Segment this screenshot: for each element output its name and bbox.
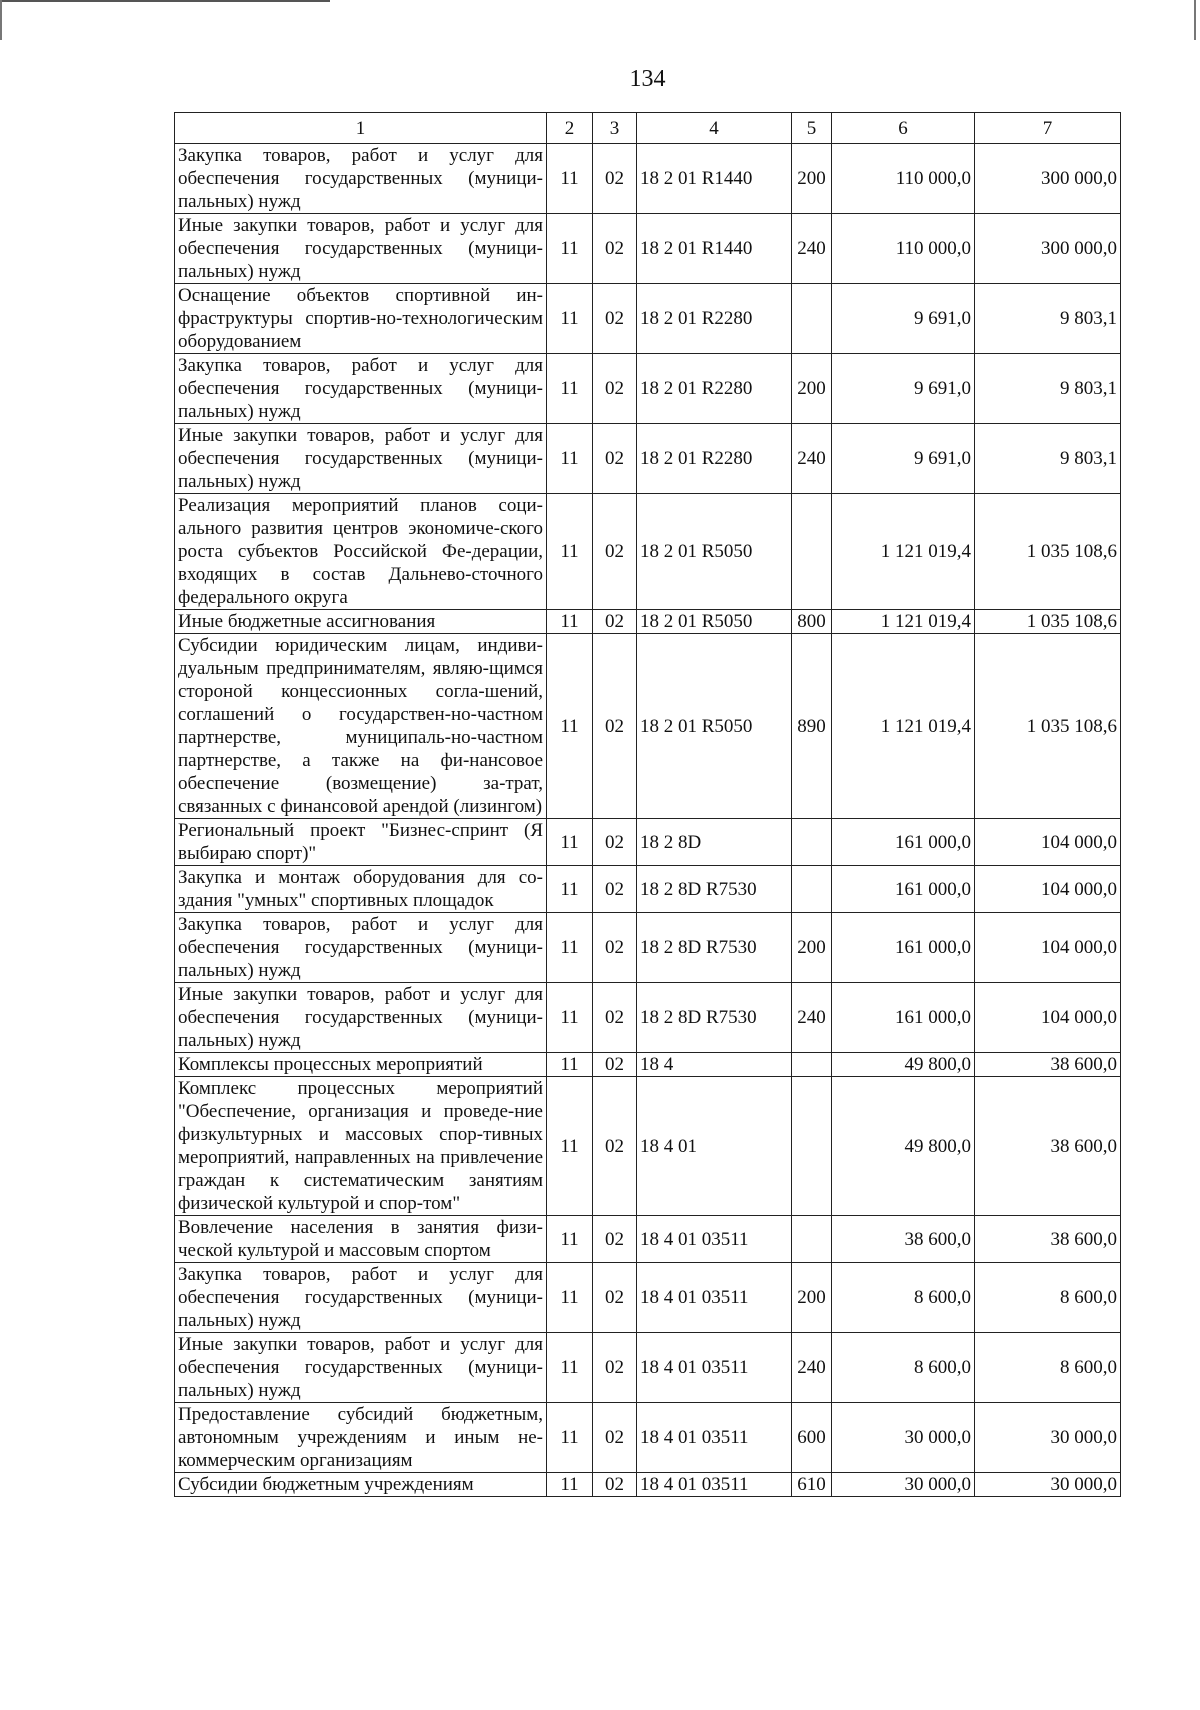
row-section-cell: 11 bbox=[547, 1216, 593, 1263]
header-col-6: 6 bbox=[832, 113, 975, 144]
row-expense-type-cell: 600 bbox=[792, 1403, 832, 1473]
row-name-cell: Субсидии юридическим лицам, индиви-дуальным предпринимателям, являю-щимся стороной концессионных согла-шений, соглашений о государствен-но-частном партнерстве, муниципаль-но-частном партнерстве, а также на фи-нансовое обеспечение (возмещение) за-трат, связанных с финансовой арендой (лизингом) bbox=[175, 634, 547, 819]
row-subsection-cell: 02 bbox=[593, 866, 637, 913]
row-expense-type-cell: 240 bbox=[792, 1333, 832, 1403]
row-section-cell: 11 bbox=[547, 284, 593, 354]
row-expense-type-cell bbox=[792, 1077, 832, 1216]
row-amount-year1-cell: 8 600,0 bbox=[832, 1263, 975, 1333]
row-section-cell: 11 bbox=[547, 1473, 593, 1497]
row-amount-year1-cell: 30 000,0 bbox=[832, 1473, 975, 1497]
row-code-cell: 18 2 01 R5050 bbox=[637, 610, 792, 634]
row-code-cell: 18 2 8D R7530 bbox=[637, 913, 792, 983]
row-subsection-cell: 02 bbox=[593, 610, 637, 634]
table-row bbox=[175, 1473, 1121, 1497]
row-subsection-cell: 02 bbox=[593, 634, 637, 819]
table-row bbox=[175, 913, 1121, 983]
row-expense-type-cell bbox=[792, 866, 832, 913]
row-section-cell: 11 bbox=[547, 144, 593, 214]
row-amount-year1-cell: 9 691,0 bbox=[832, 354, 975, 424]
row-expense-type-cell bbox=[792, 819, 832, 866]
row-amount-year2-cell: 38 600,0 bbox=[975, 1053, 1121, 1077]
row-section-cell: 11 bbox=[547, 424, 593, 494]
row-expense-type-cell bbox=[792, 494, 832, 610]
row-section-cell: 11 bbox=[547, 494, 593, 610]
row-amount-year2-cell: 9 803,1 bbox=[975, 284, 1121, 354]
row-amount-year1-cell: 1 121 019,4 bbox=[832, 634, 975, 819]
row-name-cell: Закупка товаров, работ и услуг для обеспечения государственных (муници-пальных) нужд bbox=[175, 1263, 547, 1333]
row-code-cell: 18 2 01 R2280 bbox=[637, 424, 792, 494]
row-amount-year1-cell: 9 691,0 bbox=[832, 284, 975, 354]
header-col-4: 4 bbox=[637, 113, 792, 144]
row-subsection-cell: 02 bbox=[593, 819, 637, 866]
row-section-cell: 11 bbox=[547, 913, 593, 983]
row-amount-year2-cell: 8 600,0 bbox=[975, 1333, 1121, 1403]
row-expense-type-cell bbox=[792, 1053, 832, 1077]
row-amount-year2-cell: 104 000,0 bbox=[975, 866, 1121, 913]
table-row bbox=[175, 494, 1121, 610]
row-name-cell: Иные закупки товаров, работ и услуг для обеспечения государственных (муници-пальных) нужд bbox=[175, 1333, 547, 1403]
row-code-cell: 18 4 01 03511 bbox=[637, 1403, 792, 1473]
row-amount-year2-cell: 38 600,0 bbox=[975, 1077, 1121, 1216]
row-amount-year2-cell: 300 000,0 bbox=[975, 214, 1121, 284]
row-section-cell: 11 bbox=[547, 634, 593, 819]
row-amount-year1-cell: 1 121 019,4 bbox=[832, 494, 975, 610]
row-expense-type-cell: 200 bbox=[792, 1263, 832, 1333]
row-code-cell: 18 2 8D R7530 bbox=[637, 866, 792, 913]
row-amount-year2-cell: 30 000,0 bbox=[975, 1403, 1121, 1473]
row-name-cell: Иные бюджетные ассигнования bbox=[175, 610, 547, 634]
row-section-cell: 11 bbox=[547, 1403, 593, 1473]
table-row bbox=[175, 634, 1121, 819]
row-expense-type-cell bbox=[792, 1216, 832, 1263]
row-amount-year1-cell: 30 000,0 bbox=[832, 1403, 975, 1473]
row-expense-type-cell: 200 bbox=[792, 913, 832, 983]
row-subsection-cell: 02 bbox=[593, 144, 637, 214]
row-name-cell: Оснащение объектов спортивной ин-фраструктуры спортив-но-технологическим оборудованием bbox=[175, 284, 547, 354]
row-amount-year2-cell: 9 803,1 bbox=[975, 424, 1121, 494]
row-code-cell: 18 2 01 R2280 bbox=[637, 354, 792, 424]
table-body bbox=[175, 144, 1121, 1497]
row-code-cell: 18 2 8D R7530 bbox=[637, 983, 792, 1053]
row-amount-year2-cell: 104 000,0 bbox=[975, 913, 1121, 983]
row-expense-type-cell: 890 bbox=[792, 634, 832, 819]
row-section-cell: 11 bbox=[547, 866, 593, 913]
row-expense-type-cell: 240 bbox=[792, 983, 832, 1053]
row-code-cell: 18 2 01 R1440 bbox=[637, 214, 792, 284]
row-subsection-cell: 02 bbox=[593, 1333, 637, 1403]
row-subsection-cell: 02 bbox=[593, 284, 637, 354]
row-subsection-cell: 02 bbox=[593, 1403, 637, 1473]
header-col-2: 2 bbox=[547, 113, 593, 144]
row-section-cell: 11 bbox=[547, 1333, 593, 1403]
row-subsection-cell: 02 bbox=[593, 1473, 637, 1497]
row-section-cell: 11 bbox=[547, 1077, 593, 1216]
row-amount-year2-cell: 1 035 108,6 bbox=[975, 494, 1121, 610]
row-subsection-cell: 02 bbox=[593, 424, 637, 494]
row-name-cell: Реализация мероприятий планов соци-ального развития центров экономиче-ского роста субъектов Российской Фе-дерации, входящих в состав Дальнево-сточного федерального округа bbox=[175, 494, 547, 610]
row-expense-type-cell bbox=[792, 284, 832, 354]
row-code-cell: 18 4 bbox=[637, 1053, 792, 1077]
row-subsection-cell: 02 bbox=[593, 1053, 637, 1077]
row-name-cell: Комплексы процессных мероприятий bbox=[175, 1053, 547, 1077]
row-name-cell: Закупка и монтаж оборудования для со-здания "умных" спортивных площадок bbox=[175, 866, 547, 913]
row-subsection-cell: 02 bbox=[593, 983, 637, 1053]
row-amount-year2-cell: 1 035 108,6 bbox=[975, 634, 1121, 819]
row-amount-year1-cell: 110 000,0 bbox=[832, 144, 975, 214]
row-subsection-cell: 02 bbox=[593, 214, 637, 284]
row-section-cell: 11 bbox=[547, 1053, 593, 1077]
row-amount-year1-cell: 49 800,0 bbox=[832, 1077, 975, 1216]
row-expense-type-cell: 610 bbox=[792, 1473, 832, 1497]
row-subsection-cell: 02 bbox=[593, 913, 637, 983]
table-row bbox=[175, 610, 1121, 634]
row-name-cell: Закупка товаров, работ и услуг для обеспечения государственных (муници-пальных) нужд bbox=[175, 913, 547, 983]
row-code-cell: 18 2 01 R5050 bbox=[637, 494, 792, 610]
row-amount-year2-cell: 9 803,1 bbox=[975, 354, 1121, 424]
row-section-cell: 11 bbox=[547, 610, 593, 634]
row-section-cell: 11 bbox=[547, 214, 593, 284]
row-amount-year1-cell: 161 000,0 bbox=[832, 819, 975, 866]
row-amount-year1-cell: 9 691,0 bbox=[832, 424, 975, 494]
row-amount-year1-cell: 161 000,0 bbox=[832, 866, 975, 913]
row-amount-year2-cell: 104 000,0 bbox=[975, 819, 1121, 866]
row-amount-year2-cell: 1 035 108,6 bbox=[975, 610, 1121, 634]
row-name-cell: Вовлечение населения в занятия физи-ческой культурой и массовым спортом bbox=[175, 1216, 547, 1263]
scan-artifact-line bbox=[0, 0, 330, 2]
table-row bbox=[175, 354, 1121, 424]
row-amount-year1-cell: 161 000,0 bbox=[832, 983, 975, 1053]
table-row bbox=[175, 144, 1121, 214]
row-amount-year1-cell: 38 600,0 bbox=[832, 1216, 975, 1263]
row-code-cell: 18 2 01 R5050 bbox=[637, 634, 792, 819]
row-code-cell: 18 4 01 03511 bbox=[637, 1473, 792, 1497]
header-col-3: 3 bbox=[593, 113, 637, 144]
scan-artifact-edge-left bbox=[0, 0, 2, 40]
row-section-cell: 11 bbox=[547, 354, 593, 424]
row-subsection-cell: 02 bbox=[593, 1216, 637, 1263]
row-amount-year1-cell: 49 800,0 bbox=[832, 1053, 975, 1077]
row-amount-year2-cell: 38 600,0 bbox=[975, 1216, 1121, 1263]
table-header-row bbox=[175, 113, 1121, 144]
row-code-cell: 18 4 01 bbox=[637, 1077, 792, 1216]
table-row bbox=[175, 1077, 1121, 1216]
row-name-cell: Предоставление субсидий бюджетным, автономным учреждениям и иным не-коммерческим организациям bbox=[175, 1403, 547, 1473]
table-row bbox=[175, 1333, 1121, 1403]
row-subsection-cell: 02 bbox=[593, 354, 637, 424]
row-code-cell: 18 4 01 03511 bbox=[637, 1263, 792, 1333]
table-row bbox=[175, 1403, 1121, 1473]
row-section-cell: 11 bbox=[547, 983, 593, 1053]
table-row bbox=[175, 866, 1121, 913]
table-row bbox=[175, 819, 1121, 866]
row-expense-type-cell: 200 bbox=[792, 354, 832, 424]
row-amount-year1-cell: 1 121 019,4 bbox=[832, 610, 975, 634]
page-number: 134 bbox=[629, 66, 666, 92]
row-code-cell: 18 4 01 03511 bbox=[637, 1333, 792, 1403]
table-row bbox=[175, 424, 1121, 494]
row-code-cell: 18 2 8D bbox=[637, 819, 792, 866]
row-subsection-cell: 02 bbox=[593, 1077, 637, 1216]
header-col-7: 7 bbox=[975, 113, 1121, 144]
row-name-cell: Иные закупки товаров, работ и услуг для обеспечения государственных (муници-пальных) нужд bbox=[175, 424, 547, 494]
row-expense-type-cell: 800 bbox=[792, 610, 832, 634]
row-name-cell: Региональный проект "Бизнес-спринт (Я выбираю спорт)" bbox=[175, 819, 547, 866]
header-col-5: 5 bbox=[792, 113, 832, 144]
row-code-cell: 18 2 01 R2280 bbox=[637, 284, 792, 354]
row-expense-type-cell: 200 bbox=[792, 144, 832, 214]
row-subsection-cell: 02 bbox=[593, 1263, 637, 1333]
row-subsection-cell: 02 bbox=[593, 494, 637, 610]
table-row bbox=[175, 1053, 1121, 1077]
row-name-cell: Иные закупки товаров, работ и услуг для обеспечения государственных (муници-пальных) нужд bbox=[175, 214, 547, 284]
header-col-1: 1 bbox=[175, 113, 547, 144]
row-code-cell: 18 4 01 03511 bbox=[637, 1216, 792, 1263]
row-name-cell: Субсидии бюджетным учреждениям bbox=[175, 1473, 547, 1497]
budget-table bbox=[174, 112, 1121, 1497]
row-expense-type-cell: 240 bbox=[792, 424, 832, 494]
row-amount-year2-cell: 300 000,0 bbox=[975, 144, 1121, 214]
table-row bbox=[175, 284, 1121, 354]
scan-artifact-edge-right bbox=[1194, 0, 1196, 40]
row-expense-type-cell: 240 bbox=[792, 214, 832, 284]
row-name-cell: Закупка товаров, работ и услуг для обеспечения государственных (муници-пальных) нужд bbox=[175, 354, 547, 424]
row-amount-year1-cell: 8 600,0 bbox=[832, 1333, 975, 1403]
row-amount-year1-cell: 110 000,0 bbox=[832, 214, 975, 284]
row-amount-year1-cell: 161 000,0 bbox=[832, 913, 975, 983]
table-row bbox=[175, 1216, 1121, 1263]
row-name-cell: Иные закупки товаров, работ и услуг для обеспечения государственных (муници-пальных) нужд bbox=[175, 983, 547, 1053]
row-name-cell: Закупка товаров, работ и услуг для обеспечения государственных (муници-пальных) нужд bbox=[175, 144, 547, 214]
row-code-cell: 18 2 01 R1440 bbox=[637, 144, 792, 214]
row-amount-year2-cell: 104 000,0 bbox=[975, 983, 1121, 1053]
table-row bbox=[175, 214, 1121, 284]
row-section-cell: 11 bbox=[547, 819, 593, 866]
row-amount-year2-cell: 8 600,0 bbox=[975, 1263, 1121, 1333]
table-row bbox=[175, 1263, 1121, 1333]
row-section-cell: 11 bbox=[547, 1263, 593, 1333]
row-name-cell: Комплекс процессных мероприятий "Обеспечение, организация и проведе-ние физкультурных и массовых спор-тивных мероприятий, направленных на привлечение граждан к систематическим занятиям физической культурой и спор-том" bbox=[175, 1077, 547, 1216]
table-row bbox=[175, 983, 1121, 1053]
row-amount-year2-cell: 30 000,0 bbox=[975, 1473, 1121, 1497]
